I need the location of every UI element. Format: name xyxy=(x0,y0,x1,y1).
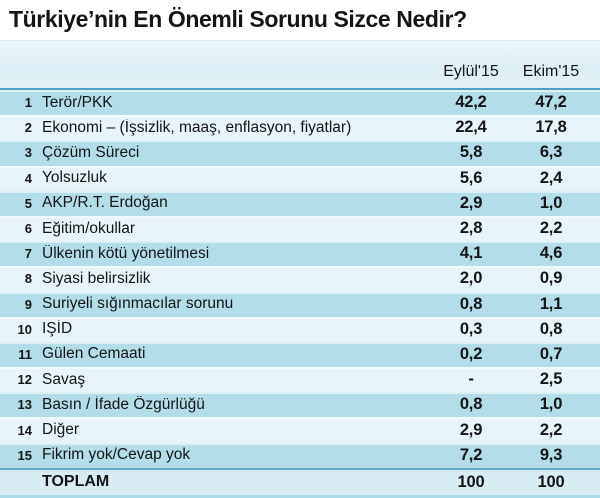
table-row xyxy=(0,115,600,140)
row-label: Diğer xyxy=(42,421,80,439)
table-body xyxy=(0,90,600,468)
row-value-eylul15: 0,8 xyxy=(459,294,483,313)
row-value-ekim15: 0,7 xyxy=(539,344,563,363)
table-row xyxy=(0,342,600,367)
total-value-eylul15: 100 xyxy=(457,472,485,491)
row-value-ekim15: 47,2 xyxy=(535,93,567,112)
row-label: Çözüm Süreci xyxy=(42,143,140,161)
row-label: Fikrim yok/Cevap yok xyxy=(42,446,191,464)
row-number: 11 xyxy=(18,346,32,362)
table-row xyxy=(0,191,600,216)
row-value-ekim15: 4,6 xyxy=(539,244,563,263)
row-number: 8 xyxy=(24,271,32,287)
column-header-eylul15: Eylül'15 xyxy=(443,63,499,80)
table-header xyxy=(0,40,600,88)
row-value-eylul15: 0,2 xyxy=(459,344,483,363)
table-row xyxy=(0,317,600,342)
row-label: Eğitim/okullar xyxy=(42,219,136,237)
row-number: 13 xyxy=(17,397,32,413)
row-number: 4 xyxy=(24,170,32,186)
row-value-ekim15: 0,9 xyxy=(539,269,563,288)
row-number: 2 xyxy=(24,120,32,136)
row-value-eylul15: 0,3 xyxy=(459,319,483,338)
total-row-label: TOPLAM xyxy=(42,473,110,491)
table-row xyxy=(0,266,600,291)
row-number: 6 xyxy=(24,221,32,237)
row-label: Gülen Cemaati xyxy=(42,345,146,363)
row-number: 7 xyxy=(24,246,32,262)
row-number: 14 xyxy=(17,422,32,438)
row-value-eylul15: 2,8 xyxy=(459,219,483,238)
row-label: Savaş xyxy=(42,370,86,388)
table-row xyxy=(0,292,600,317)
row-value-eylul15: 42,2 xyxy=(455,93,487,112)
row-value-ekim15: 6,3 xyxy=(539,143,563,162)
row-number: 15 xyxy=(17,447,32,463)
row-label: Basın / İfade Özgürlüğü xyxy=(42,395,205,413)
table-row xyxy=(0,216,600,241)
row-number: 10 xyxy=(17,321,32,337)
row-label: Ülkenin kötü yönetilmesi xyxy=(42,244,210,262)
row-value-eylul15: 2,0 xyxy=(459,269,483,288)
row-value-eylul15: 2,9 xyxy=(459,193,483,212)
row-value-eylul15: 0,8 xyxy=(459,395,483,414)
row-label: Siyasi belirsizlik xyxy=(42,269,151,287)
row-value-ekim15: 1,0 xyxy=(539,395,563,414)
row-value-eylul15: - xyxy=(468,370,474,389)
table-row xyxy=(0,392,600,417)
row-label: IŞİD xyxy=(42,320,73,338)
table-row xyxy=(0,241,600,266)
row-value-eylul15: 5,6 xyxy=(459,168,483,187)
row-label: Terör/PKK xyxy=(42,93,113,111)
table-row xyxy=(0,140,600,165)
total-row xyxy=(0,470,600,495)
row-label: AKP/R.T. Erdoğan xyxy=(42,194,168,212)
table-row xyxy=(0,90,600,115)
column-header-ekim15: Ekim'15 xyxy=(522,63,580,80)
table-row xyxy=(0,443,600,468)
table-row xyxy=(0,367,600,392)
row-value-eylul15: 4,1 xyxy=(459,244,483,263)
row-number: 1 xyxy=(24,95,32,111)
page-title: Türkiye’nin En Önemli Sorunu Sizce Nedir? xyxy=(9,6,467,32)
table-row xyxy=(0,166,600,191)
row-value-eylul15: 22,4 xyxy=(455,118,487,137)
row-value-ekim15: 1,0 xyxy=(539,193,563,212)
bottom-edge-strip xyxy=(0,495,600,498)
row-label: Ekonomi – (İşsizlik, maaş, enflasyon, fiyatlar) xyxy=(42,118,352,136)
row-value-ekim15: 0,8 xyxy=(539,319,563,338)
row-value-ekim15: 2,2 xyxy=(539,219,563,238)
row-value-ekim15: 17,8 xyxy=(535,118,567,137)
row-value-ekim15: 2,5 xyxy=(539,370,563,389)
row-number: 12 xyxy=(17,372,32,388)
row-value-eylul15: 7,2 xyxy=(459,445,483,464)
row-value-ekim15: 1,1 xyxy=(539,294,563,313)
row-number: 3 xyxy=(24,145,32,161)
table-row xyxy=(0,417,600,442)
row-value-eylul15: 5,8 xyxy=(459,143,483,162)
row-value-eylul15: 2,9 xyxy=(459,420,483,439)
row-number: 9 xyxy=(24,296,32,312)
row-label: Suriyeli sığınmacılar sorunu xyxy=(42,295,234,313)
row-number: 5 xyxy=(24,195,32,211)
total-value-ekim15: 100 xyxy=(537,472,565,491)
row-value-ekim15: 2,2 xyxy=(539,420,563,439)
row-label: Yolsuzluk xyxy=(42,169,107,187)
row-value-ekim15: 9,3 xyxy=(539,445,563,464)
row-value-ekim15: 2,4 xyxy=(539,168,563,187)
